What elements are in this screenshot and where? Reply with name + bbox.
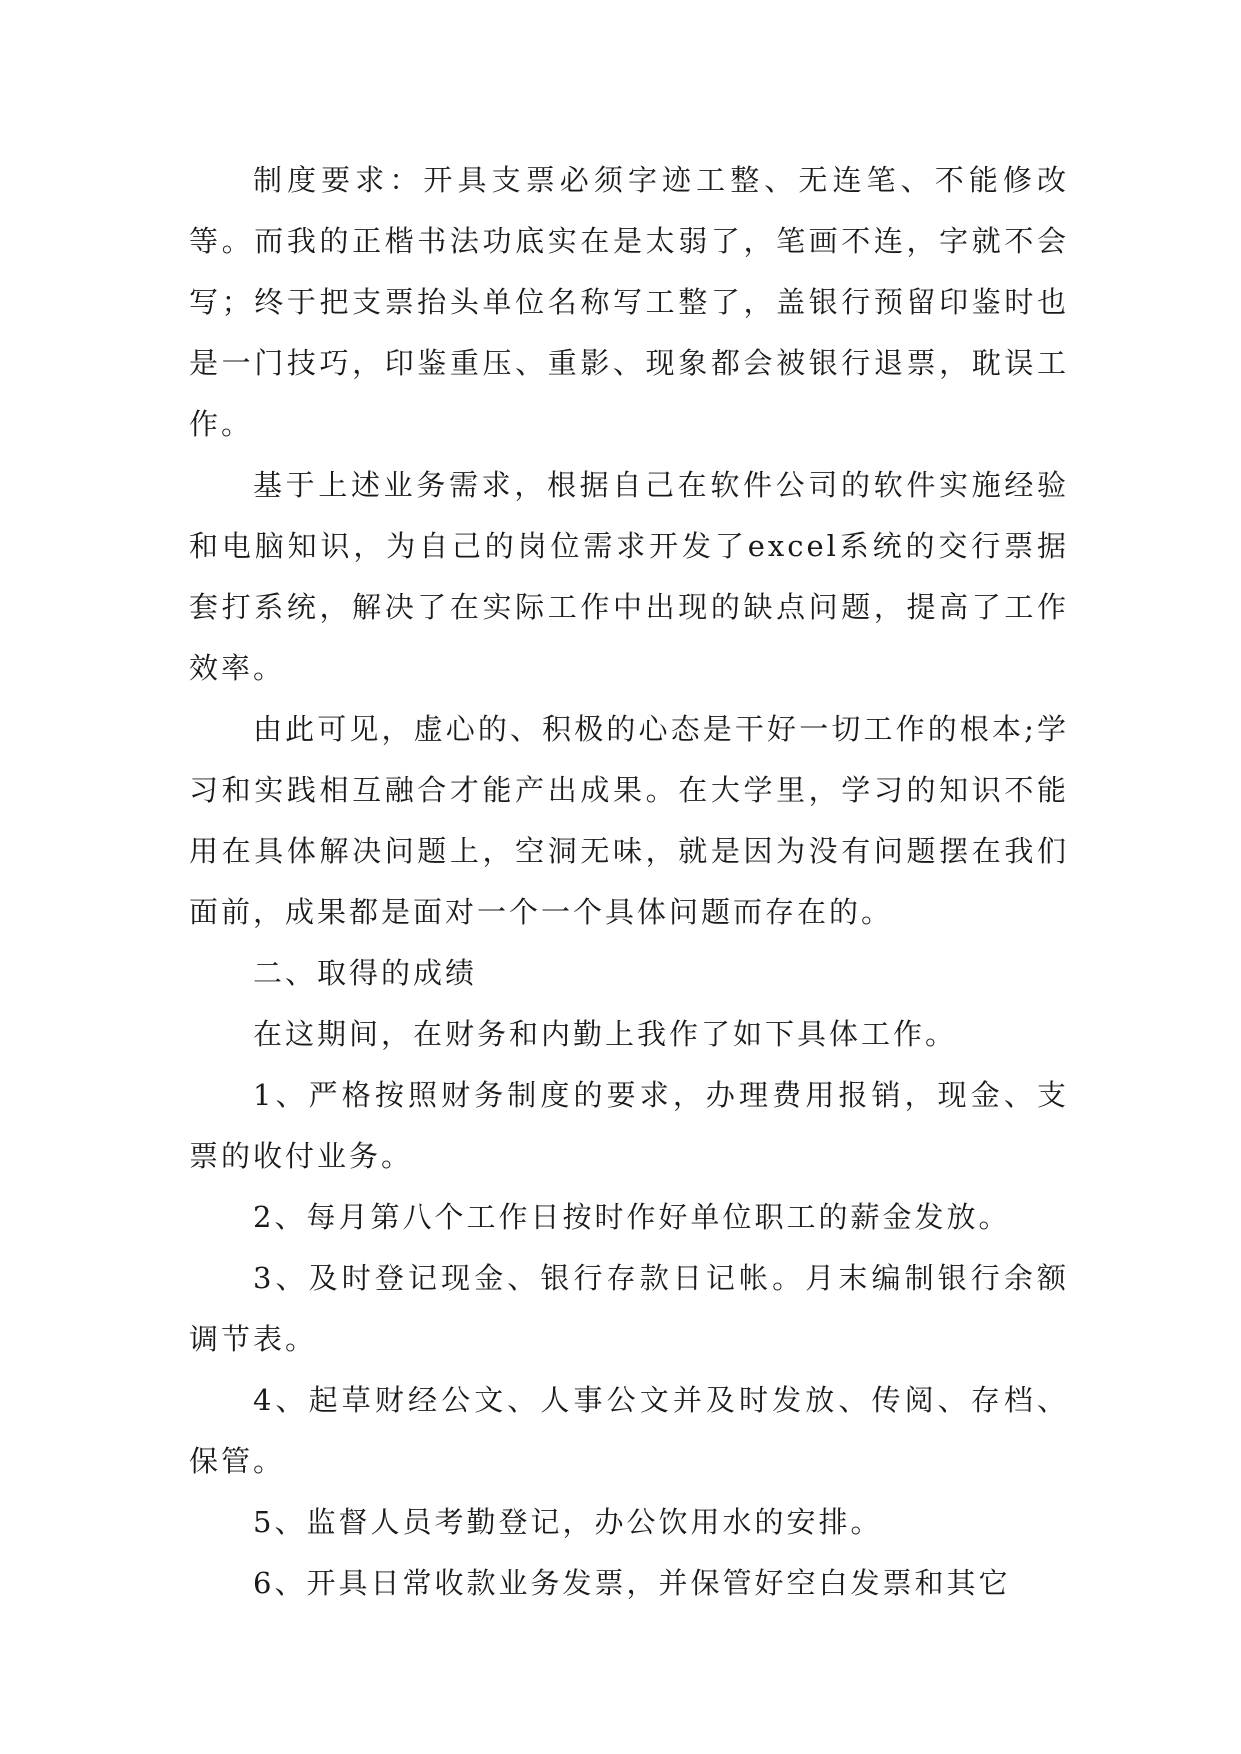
document-body (189, 150, 1069, 1614)
list-item-4: 4、起草财经公文、人事公文并及时发放、传阅、存档、保管。 (189, 1383, 1069, 1478)
paragraph-work-intro: 在这期间，在财务和内勤上我作了如下具体工作。 (253, 1017, 958, 1051)
list-item-2: 2、每月第八个工作日按时作好单位职工的薪金发放。 (253, 1200, 1011, 1234)
paragraph-attitude: 由此可见，虚心的、积极的心态是干好一切工作的根本;学习和实践相互融合才能产出成果。在大学里，学习的知识不能用在具体解决问题上，空洞无味，就是因为没有问题摆在我们面前，成果都是面对一个一个具体问题而存在的。 (189, 712, 1069, 929)
list-item-5: 5、监督人员考勤登记，办公饮用水的安排。 (253, 1505, 883, 1539)
list-item-6: 6、开具日常收款业务发票，并保管好空白发票和其它 (253, 1566, 1011, 1600)
list-item-1: 1、严格按照财务制度的要求，办理费用报销，现金、支票的收付业务。 (189, 1078, 1069, 1173)
paragraph-system-development: 基于上述业务需求，根据自己在软件公司的软件实施经验和电脑知识，为自己的岗位需求开发了excel系统的交行票据套打系统，解决了在实际工作中出现的缺点问题，提高了工作效率。 (189, 468, 1069, 685)
paragraph-cheque-requirements: 制度要求：开具支票必须字迹工整、无连笔、不能修改等。而我的正楷书法功底实在是太弱了，笔画不连，字就不会写；终于把支票抬头单位名称写工整了，盖银行预留印鉴时也是一门技巧，印鉴重压、重影、现象都会被银行退票，耽误工作。 (189, 163, 1069, 441)
section-heading-achievements: 二、取得的成绩 (253, 956, 478, 990)
list-item-3: 3、及时登记现金、银行存款日记帐。月末编制银行余额调节表。 (189, 1261, 1069, 1356)
